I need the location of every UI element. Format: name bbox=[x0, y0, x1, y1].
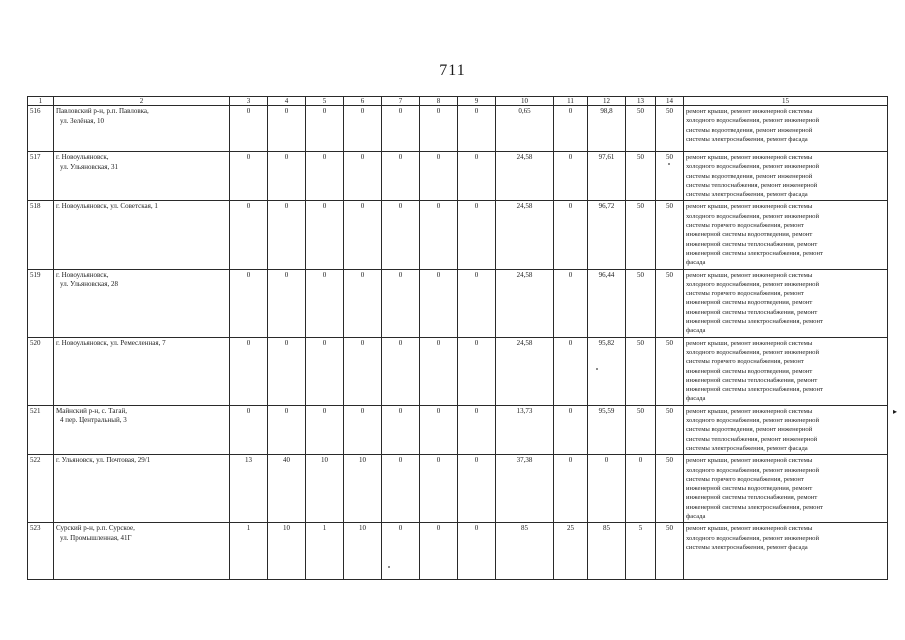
works-line: системы водоотведения, ремонт инженерной bbox=[686, 126, 813, 134]
value-cell: 10 bbox=[344, 523, 382, 580]
value-cell: 40 bbox=[268, 455, 306, 523]
works-line: ремонт крыши, ремонт инженерной системы bbox=[686, 203, 813, 211]
value-cell: 0 bbox=[420, 269, 458, 337]
value-cell: 13,73 bbox=[496, 405, 554, 454]
works-line: холодного водоснабжения, ремонт инженерной bbox=[686, 117, 819, 125]
address-cell bbox=[54, 106, 230, 152]
table-row bbox=[28, 455, 888, 523]
value-cell: 5 bbox=[626, 523, 656, 580]
value-cell: 1 bbox=[306, 523, 344, 580]
value-cell: 0 bbox=[306, 405, 344, 454]
value-cell: 0 bbox=[458, 337, 496, 405]
row-number: 522 bbox=[28, 455, 54, 523]
value-cell: 0 bbox=[554, 455, 588, 523]
value-cell: 0 bbox=[382, 269, 420, 337]
works-line: системы теплоснабжения, ремонт инженерной bbox=[686, 435, 818, 443]
value-cell: 0 bbox=[420, 455, 458, 523]
column-header: 4 bbox=[268, 97, 306, 106]
value-cell: 0 bbox=[554, 337, 588, 405]
table-row bbox=[28, 152, 888, 201]
works-line: инженерной системы теплоснабжения, ремонт bbox=[686, 376, 818, 384]
row-number: 520 bbox=[28, 337, 54, 405]
works-line: системы горячего водоснабжения, ремонт bbox=[686, 358, 804, 366]
column-header: 9 bbox=[458, 97, 496, 106]
works-line: холодного водоснабжения, ремонт инженерной bbox=[686, 534, 819, 542]
row-number: 516 bbox=[28, 106, 54, 152]
value-cell: 0 bbox=[458, 269, 496, 337]
value-cell: 0 bbox=[268, 337, 306, 405]
value-cell: 0 bbox=[420, 405, 458, 454]
row-number: 519 bbox=[28, 269, 54, 337]
page-number: 711 bbox=[439, 62, 466, 79]
value-cell: 0 bbox=[554, 106, 588, 152]
address-line: Сурский р-н, р.п. Сурское, bbox=[56, 524, 135, 533]
column-header: 3 bbox=[230, 97, 268, 106]
value-cell: 0 bbox=[382, 405, 420, 454]
column-header: 14 bbox=[656, 97, 684, 106]
address-cell bbox=[54, 152, 230, 201]
value-cell: 50 bbox=[626, 269, 656, 337]
value-cell: 0 bbox=[420, 523, 458, 580]
repair-program-table bbox=[27, 96, 888, 580]
value-cell: 0,65 bbox=[496, 106, 554, 152]
value-cell: 24,58 bbox=[496, 337, 554, 405]
value-cell: 0 bbox=[382, 152, 420, 201]
scan-speck bbox=[668, 163, 670, 165]
value-cell: 0 bbox=[420, 201, 458, 269]
value-cell: 0 bbox=[230, 269, 268, 337]
value-cell: 50 bbox=[626, 337, 656, 405]
column-header: 15 bbox=[684, 97, 888, 106]
value-cell: 0 bbox=[420, 337, 458, 405]
table-row bbox=[28, 269, 888, 337]
value-cell: 0 bbox=[230, 106, 268, 152]
column-header: 5 bbox=[306, 97, 344, 106]
value-cell: 50 bbox=[626, 405, 656, 454]
value-cell: 10 bbox=[268, 523, 306, 580]
value-cell: 85 bbox=[496, 523, 554, 580]
value-cell: 0 bbox=[458, 106, 496, 152]
value-cell: 0 bbox=[230, 405, 268, 454]
works-line: инженерной системы электроснабжения, ремонт bbox=[686, 318, 823, 326]
works-line: холодного водоснабжения, ремонт инженерной bbox=[686, 417, 819, 425]
address-cell bbox=[54, 523, 230, 580]
value-cell: 0 bbox=[554, 152, 588, 201]
works-cell bbox=[684, 405, 888, 454]
value-cell: 50 bbox=[656, 152, 684, 201]
address-cell bbox=[54, 201, 230, 269]
value-cell: 0 bbox=[268, 269, 306, 337]
value-cell: 0 bbox=[306, 337, 344, 405]
value-cell: 50 bbox=[656, 201, 684, 269]
value-cell: 0 bbox=[458, 405, 496, 454]
works-line: системы электроснабжения, ремонт фасада bbox=[686, 444, 808, 452]
value-cell: 0 bbox=[420, 152, 458, 201]
address-line: г. Ульяновск, ул. Почтовая, 29/1 bbox=[56, 456, 151, 465]
works-line: ремонт крыши, ремонт инженерной системы bbox=[686, 457, 813, 465]
value-cell: 98,8 bbox=[588, 106, 626, 152]
works-line: холодного водоснабжения, ремонт инженерной bbox=[686, 466, 819, 474]
value-cell: 0 bbox=[344, 106, 382, 152]
column-header: 10 bbox=[496, 97, 554, 106]
value-cell: 0 bbox=[268, 152, 306, 201]
value-cell: 50 bbox=[656, 455, 684, 523]
works-line: ремонт крыши, ремонт инженерной системы bbox=[686, 525, 813, 533]
value-cell: 0 bbox=[382, 455, 420, 523]
value-cell: 0 bbox=[420, 106, 458, 152]
column-number-row bbox=[28, 97, 888, 106]
value-cell: 0 bbox=[382, 523, 420, 580]
row-number: 518 bbox=[28, 201, 54, 269]
works-cell bbox=[684, 106, 888, 152]
value-cell: 0 bbox=[588, 455, 626, 523]
value-cell: 0 bbox=[554, 201, 588, 269]
works-line: инженерной системы теплоснабжения, ремонт bbox=[686, 494, 818, 502]
value-cell: 0 bbox=[268, 201, 306, 269]
value-cell: 50 bbox=[626, 106, 656, 152]
works-line: ремонт крыши, ремонт инженерной системы bbox=[686, 271, 813, 279]
value-cell: 97,61 bbox=[588, 152, 626, 201]
address-line: 4 пер. Центральный, 3 bbox=[60, 416, 127, 425]
value-cell: 10 bbox=[306, 455, 344, 523]
table-row bbox=[28, 337, 888, 405]
value-cell: 95,82 bbox=[588, 337, 626, 405]
value-cell: 0 bbox=[306, 201, 344, 269]
value-cell: 0 bbox=[458, 455, 496, 523]
value-cell: 0 bbox=[554, 405, 588, 454]
value-cell: 1 bbox=[230, 523, 268, 580]
works-cell bbox=[684, 337, 888, 405]
value-cell: 10 bbox=[344, 455, 382, 523]
row-number: 517 bbox=[28, 152, 54, 201]
value-cell: 50 bbox=[656, 337, 684, 405]
value-cell: 96,72 bbox=[588, 201, 626, 269]
works-line: системы горячего водоснабжения, ремонт bbox=[686, 475, 804, 483]
works-line: системы электроснабжения, ремонт фасада bbox=[686, 191, 808, 199]
value-cell: 0 bbox=[344, 337, 382, 405]
works-line: ремонт крыши, ремонт инженерной системы bbox=[686, 108, 813, 115]
edge-mark: ▸ bbox=[892, 407, 897, 416]
value-cell: 24,58 bbox=[496, 201, 554, 269]
works-line: инженерной системы водоотведения, ремонт bbox=[686, 367, 813, 375]
works-line: фасада bbox=[686, 327, 706, 335]
table-row bbox=[28, 523, 888, 580]
column-header: 7 bbox=[382, 97, 420, 106]
column-header: 1 bbox=[28, 97, 54, 106]
value-cell: 0 bbox=[458, 523, 496, 580]
value-cell: 50 bbox=[656, 523, 684, 580]
value-cell: 50 bbox=[656, 269, 684, 337]
works-line: инженерной системы водоотведения, ремонт bbox=[686, 299, 813, 307]
address-line: ул. Ульяновская, 31 bbox=[60, 162, 118, 171]
column-header: 13 bbox=[626, 97, 656, 106]
scan-speck bbox=[388, 566, 390, 568]
value-cell: 0 bbox=[268, 405, 306, 454]
table-row bbox=[28, 201, 888, 269]
works-line: инженерной системы водоотведения, ремонт bbox=[686, 231, 813, 239]
works-line: инженерной системы электроснабжения, ремонт bbox=[686, 249, 823, 257]
value-cell: 50 bbox=[626, 201, 656, 269]
address-line: ул. Ульяновская, 28 bbox=[60, 280, 118, 289]
value-cell: 50 bbox=[656, 106, 684, 152]
value-cell: 0 bbox=[344, 405, 382, 454]
address-line: Майнский р-н, с. Тагай, bbox=[56, 406, 127, 415]
works-line: ремонт крыши, ремонт инженерной системы bbox=[686, 339, 813, 347]
column-header: 2 bbox=[54, 97, 230, 106]
works-cell bbox=[684, 455, 888, 523]
value-cell: 13 bbox=[230, 455, 268, 523]
works-cell bbox=[684, 523, 888, 580]
address-cell bbox=[54, 455, 230, 523]
value-cell: 0 bbox=[458, 152, 496, 201]
works-cell bbox=[684, 201, 888, 269]
address-line: г. Новоульяновск, bbox=[56, 153, 109, 161]
row-number: 521 bbox=[28, 405, 54, 454]
works-line: фасада bbox=[686, 395, 706, 403]
value-cell: 25 bbox=[554, 523, 588, 580]
works-line: холодного водоснабжения, ремонт инженерной bbox=[686, 212, 819, 220]
works-cell bbox=[684, 152, 888, 201]
address-line: г. Новоульяновск, ул. Советская, 1 bbox=[56, 202, 158, 211]
works-line: ремонт крыши, ремонт инженерной системы bbox=[686, 154, 813, 161]
value-cell: 0 bbox=[306, 269, 344, 337]
column-header: 8 bbox=[420, 97, 458, 106]
works-line: системы водоотведения, ремонт инженерной bbox=[686, 172, 813, 180]
column-header: 11 bbox=[554, 97, 588, 106]
address-line: Павловский р-н, р.п. Павловка, bbox=[56, 107, 149, 115]
value-cell: 0 bbox=[230, 152, 268, 201]
value-cell: 96,44 bbox=[588, 269, 626, 337]
value-cell: 24,58 bbox=[496, 152, 554, 201]
value-cell: 0 bbox=[268, 106, 306, 152]
works-line: инженерной системы водоотведения, ремонт bbox=[686, 485, 813, 493]
value-cell: 37,38 bbox=[496, 455, 554, 523]
value-cell: 0 bbox=[230, 337, 268, 405]
value-cell: 50 bbox=[626, 152, 656, 201]
address-cell bbox=[54, 269, 230, 337]
value-cell: 0 bbox=[626, 455, 656, 523]
works-line: системы водоотведения, ремонт инженерной bbox=[686, 426, 813, 434]
value-cell: 0 bbox=[306, 106, 344, 152]
column-header: 6 bbox=[344, 97, 382, 106]
works-line: системы горячего водоснабжения, ремонт bbox=[686, 222, 804, 230]
value-cell: 0 bbox=[554, 269, 588, 337]
address-line: ул. Промышленная, 41Г bbox=[60, 533, 132, 542]
works-line: инженерной системы теплоснабжения, ремонт bbox=[686, 240, 818, 248]
address-line: г. Новоульяновск, ул. Ремесленная, 7 bbox=[56, 338, 166, 347]
works-line: системы электроснабжения, ремонт фасада bbox=[686, 135, 808, 143]
works-line: холодного водоснабжения, ремонт инженерной bbox=[686, 280, 819, 288]
value-cell: 0 bbox=[306, 152, 344, 201]
scan-speck bbox=[596, 368, 598, 370]
table-row bbox=[28, 106, 888, 152]
value-cell: 0 bbox=[382, 106, 420, 152]
value-cell: 95,59 bbox=[588, 405, 626, 454]
address-line: г. Новоульяновск, bbox=[56, 270, 109, 279]
works-line: холодного водоснабжения, ремонт инженерной bbox=[686, 163, 819, 171]
row-number: 523 bbox=[28, 523, 54, 580]
address-cell bbox=[54, 405, 230, 454]
works-line: системы теплоснабжения, ремонт инженерной bbox=[686, 181, 818, 189]
value-cell: 24,58 bbox=[496, 269, 554, 337]
works-line: фасада bbox=[686, 259, 706, 267]
address-cell bbox=[54, 337, 230, 405]
value-cell: 85 bbox=[588, 523, 626, 580]
value-cell: 50 bbox=[656, 405, 684, 454]
value-cell: 0 bbox=[230, 201, 268, 269]
address-line: ул. Зелёная, 10 bbox=[60, 116, 104, 125]
works-line: инженерной системы электроснабжения, ремонт bbox=[686, 503, 823, 511]
works-cell bbox=[684, 269, 888, 337]
works-line: фасада bbox=[686, 512, 706, 520]
value-cell: 0 bbox=[344, 201, 382, 269]
value-cell: 0 bbox=[382, 337, 420, 405]
works-line: системы горячего водоснабжения, ремонт bbox=[686, 290, 804, 298]
value-cell: 0 bbox=[458, 201, 496, 269]
works-line: ремонт крыши, ремонт инженерной системы bbox=[686, 407, 813, 415]
works-line: холодного водоснабжения, ремонт инженерной bbox=[686, 348, 819, 356]
value-cell: 0 bbox=[382, 201, 420, 269]
table-row bbox=[28, 405, 888, 454]
works-line: системы электроснабжения, ремонт фасада bbox=[686, 543, 808, 551]
column-header: 12 bbox=[588, 97, 626, 106]
value-cell: 0 bbox=[344, 269, 382, 337]
works-line: инженерной системы электроснабжения, ремонт bbox=[686, 386, 823, 394]
value-cell: 0 bbox=[344, 152, 382, 201]
works-line: инженерной системы теплоснабжения, ремонт bbox=[686, 308, 818, 316]
